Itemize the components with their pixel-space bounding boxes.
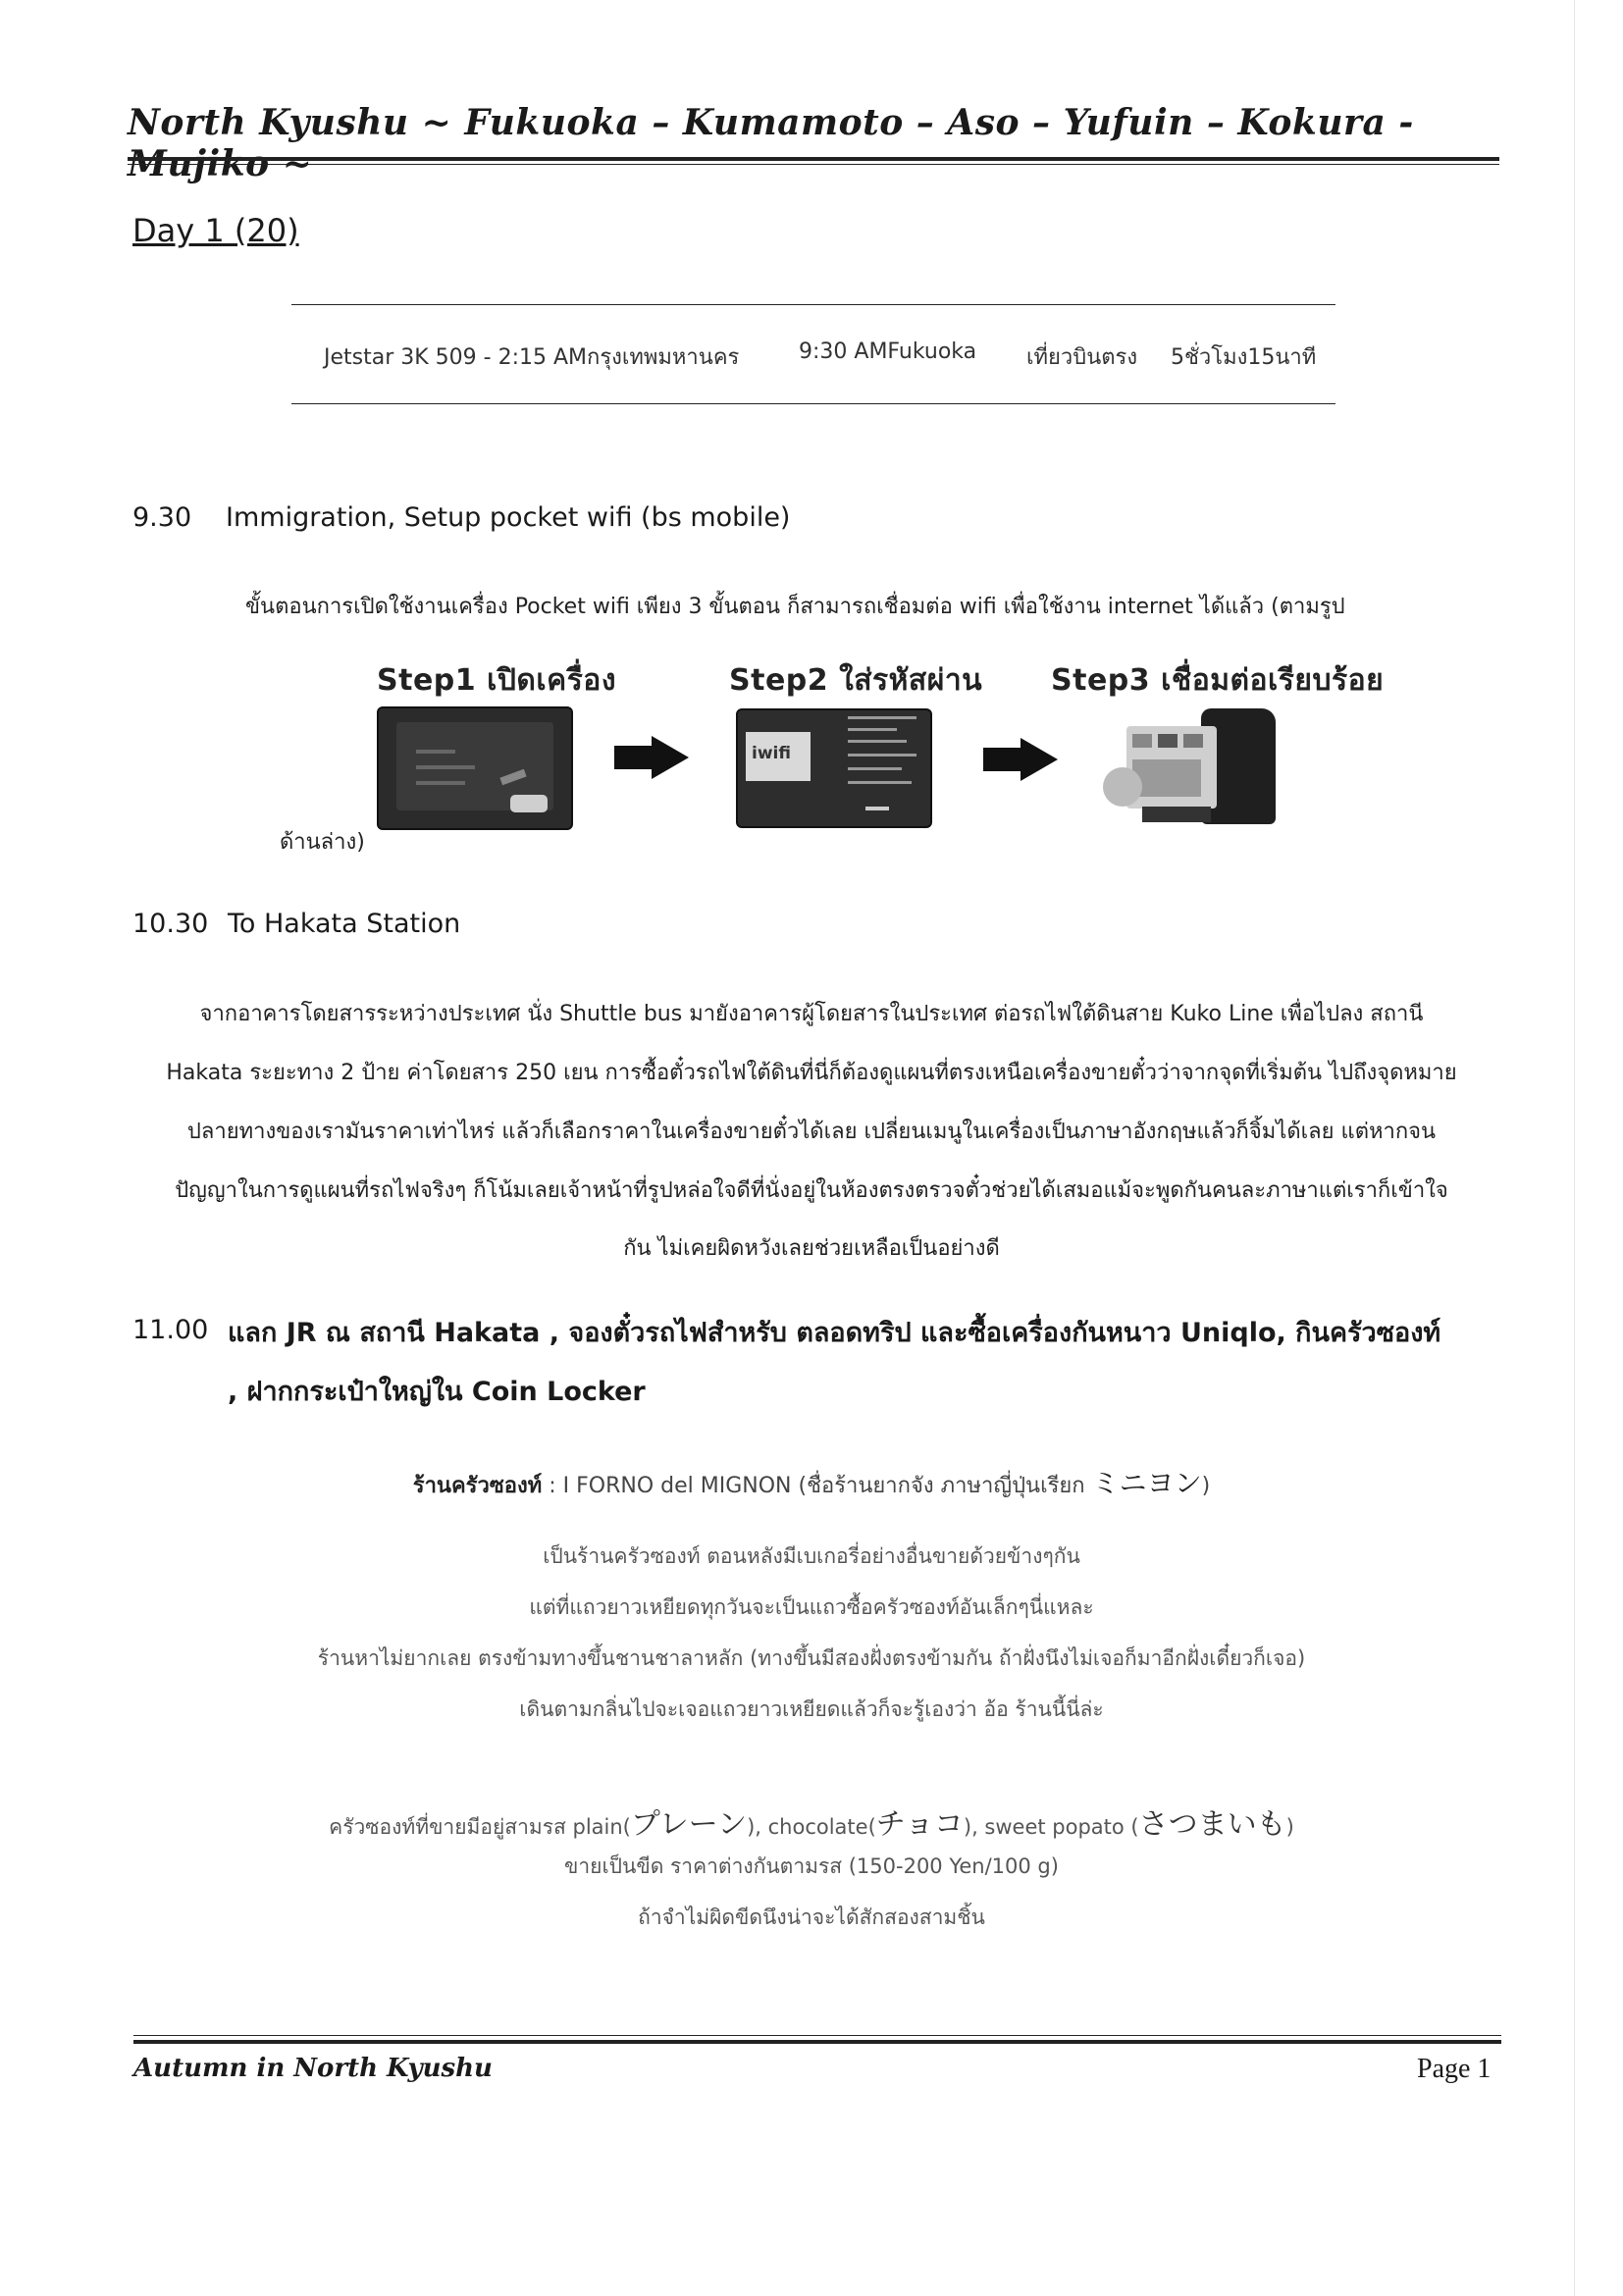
croissant-shop-line [0, 1462, 1623, 1502]
flavor-plain-japanese: プレーン [630, 1807, 748, 1842]
wifi-card: iwifi [746, 732, 811, 781]
croissant-quantity-line: ถ้าจำไม่ผิดขีดนึงน่าจะได้สักสองสามชิ้น [638, 1905, 985, 1929]
flight-type: เที่ยวบินตรง [1026, 345, 1138, 370]
shop-label: ร้านครัวซองท์ [412, 1474, 543, 1498]
arrow-right-icon [614, 746, 652, 769]
section-title-jr-exchange: แลก JR ณ สถานี Hakata , จองตั๋วรถไฟสำหรับ ตลอดทริป และซื้อเครื่องกันหนาว Uniqlo, กินครัวซองท์ [228, 1318, 1441, 1348]
step3-label: Step3 เชื่อมต่อเรียบร้อย [1051, 663, 1385, 698]
arrow-right-icon-head [652, 736, 689, 779]
section-title-coin-locker: , ฝากกระเป๋าใหญ่ใน Coin Locker [228, 1377, 646, 1407]
day-title: Day 1 (20) [132, 212, 299, 249]
shop-close-paren: ) [1201, 1474, 1211, 1498]
shop-name-japanese: ミニヨン [1091, 1467, 1202, 1499]
step2-label: Step2 ใส่รหัสผ่าน [729, 663, 983, 698]
flight-rule-top [291, 304, 1335, 305]
page-number: Page 1 [1417, 2054, 1492, 2084]
arrow-right-icon-head [1021, 738, 1058, 781]
pocket-wifi-device-image [377, 706, 573, 830]
wifi-steps-description: ขั้นตอนการเปิดใช้งานเครื่อง Pocket wifi เพียง 3 ขั้นตอน ก็สามารถเชื่อมต่อ wifi เพื่อใช้งาน internet ได้แล้ว (ตามรูป [245, 595, 1345, 619]
footer-rule-thin [133, 2035, 1501, 2036]
shop-description-line: แต่ที่แถวยาวเหยียดทุกวันจะเป็นแถวซื้อครัวซองท์อันเล็กๆนี่แหละ [529, 1595, 1094, 1619]
footer-document-title: Autumn in North Kyushu [133, 2054, 493, 2083]
header-rule-thick [128, 157, 1499, 161]
header-title: North Kyushu ~ Fukuoka – Kumamoto – Aso – Yufuin – Kokura - [128, 102, 1414, 143]
step1-label: Step1 เปิดเครื่อง [377, 663, 616, 698]
section-title-hakata: To Hakata Station [228, 909, 461, 939]
footer-rule-thick [133, 2040, 1501, 2044]
phone-screen [1126, 726, 1217, 809]
croissant-flavors-line: ครัวซองท์ที่ขายมีอยู่สามรส plain(プレーン), chocolate(チョコ), sweet popato (さつまいも) [329, 1807, 1294, 1842]
shop-description-line: เป็นร้านครัวซองท์ ตอนหลังมีเบเกอรี่อย่างอื่นขายด้วยข้างๆกัน [543, 1544, 1080, 1568]
wifi-password-screen-image [736, 708, 932, 828]
hakata-paragraph-line: กัน ไม่เคยผิดหวังเลยช่วยเหลือเป็นอย่างดี [623, 1236, 1000, 1261]
shop-description-line: ร้านหาไม่ยากเลย ตรงข้ามทางขึ้นชานชาลาหลัก (ทางขึ้นมีสองฝั่งตรงข้ามกัน ถ้าฝั่งนึงไม่เจอก็มาอีกฝั่งเดี๋ยวก็เจอ) [317, 1646, 1306, 1670]
flavor-sweet-potato-japanese: さつまいも [1138, 1807, 1286, 1842]
section-time-1100: 11.00 [132, 1315, 209, 1345]
hakata-paragraph-line: Hakata ระยะทาง 2 ป้าย ค่าโดยสาร 250 เยน การซื้อตั๋วรถไฟใต้ดินที่นี่ก็ต้องดูแผนที่ตรงเหนือเครื่องขายตั๋วว่าจากจุดที่เริ่มต้น ไปถึงจุดหมาย [166, 1061, 1457, 1085]
flavor-chocolate-japanese: チョコ [875, 1807, 964, 1842]
section-title-immigration: Immigration, Setup pocket wifi (bs mobile) [226, 502, 791, 533]
flight-arrival: 9:30 AMFukuoka [799, 339, 977, 364]
flight-airline: Jetstar 3K 509 - 2:15 AMกรุงเทพมหานคร [324, 345, 740, 370]
section-time-930: 9.30 [132, 502, 192, 533]
header-rule-thin [128, 164, 1499, 165]
hakata-paragraph-line: ปัญญาในการดูแผนที่รถไฟจริงๆ ก็โน้มเลยเจ้าหน้าที่รูปหล่อใจดีที่นั่งอยู่ในห้องตรงตรวจตั๋วช่วยได้เสมอแม้จะพูดกันคนละภาษาแต่เราก็เข้าใจ [175, 1178, 1448, 1203]
croissant-price-line: ขายเป็นขีด ราคาต่างกันตามรส (150-200 Yen/100 g) [564, 1854, 1059, 1878]
arrow-right-icon [983, 748, 1021, 771]
power-button-icon [510, 795, 548, 812]
hakata-paragraph-line: ปลายทางของเรามันราคาเท่าไหร่ แล้วก็เลือกราคาในเครื่องขายตั๋วได้เลย เปลี่ยนเมนูในเครื่องเป็นภาษาอังกฤษแล้วก็จิ้มได้เลย แต่หากจน [186, 1120, 1437, 1144]
wifi-steps-description-end: ด้านล่าง) [280, 830, 365, 855]
shop-description-line: เดินตามกลิ่นไปจะเจอแถวยาวเหยียดแล้วก็จะรู้เองว่า อ้อ ร้านนี้นี่ล่ะ [519, 1697, 1104, 1721]
hakata-paragraph-line: จากอาคารโดยสารระหว่างประเทศ นั่ง Shuttle bus มายังอาคารผู้โดยสารในประเทศ ต่อรถไฟใต้ดินสาย Kuko Line เพื่อไปลง สถานี [199, 1002, 1424, 1026]
flight-rule-bottom [291, 403, 1335, 404]
flight-duration: 5ชั่วโมง15นาที [1171, 345, 1317, 370]
scan-edge [1574, 0, 1575, 2296]
connected-phone-photo [1103, 708, 1280, 824]
section-time-1030: 10.30 [132, 909, 209, 939]
shop-name: : I FORNO del MIGNON (ชื่อร้านยากจัง ภาษาญี่ปุ่นเรียก [542, 1474, 1092, 1498]
